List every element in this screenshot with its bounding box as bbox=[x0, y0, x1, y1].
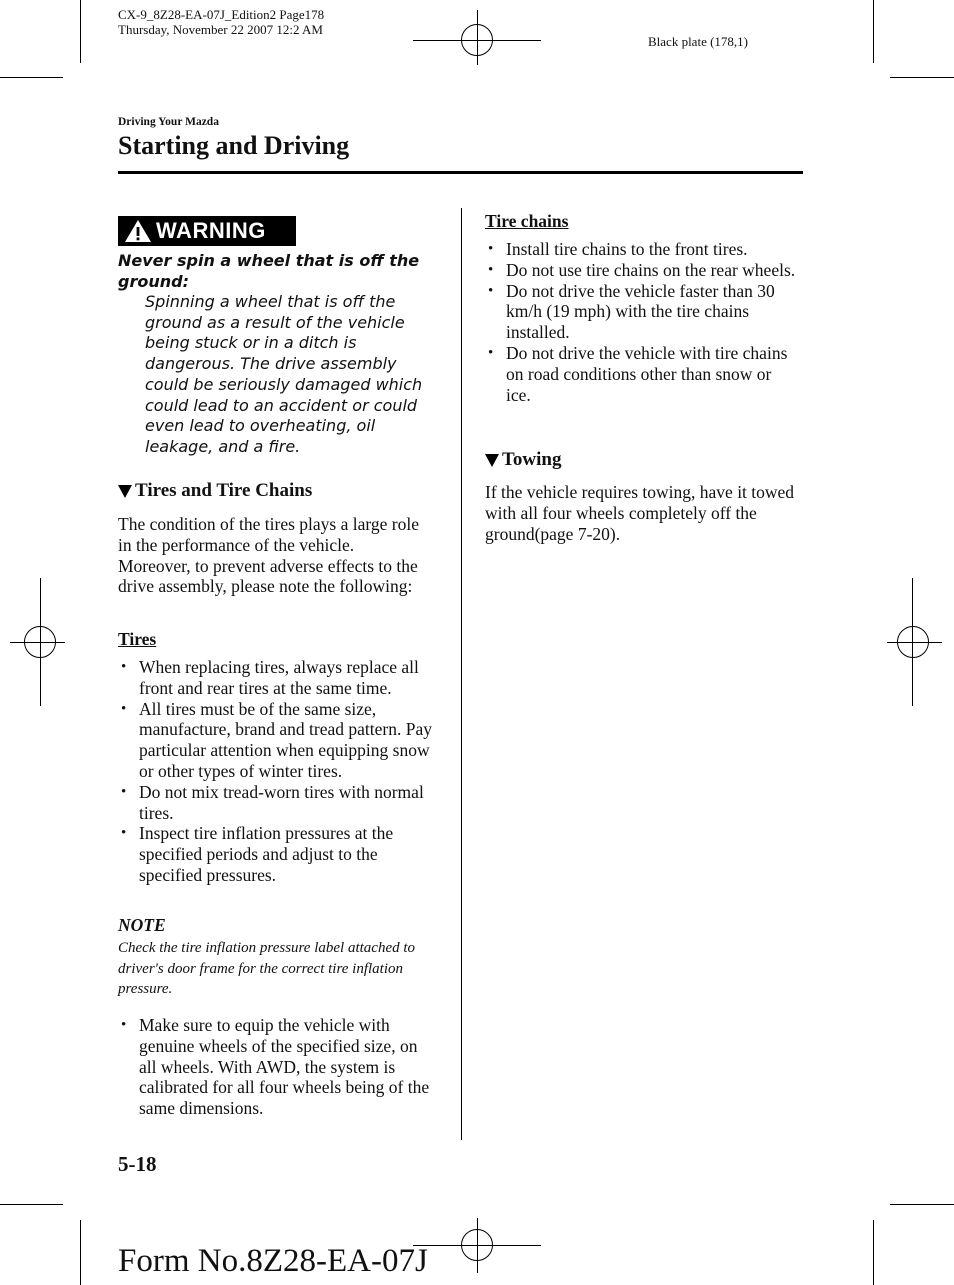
print-info-line2: Thursday, November 22 2007 12:2 AM bbox=[118, 22, 323, 37]
warning-triangle-icon bbox=[124, 219, 152, 243]
towing-body: If the vehicle requires towing, have it towed with all four wheels completely off the ground(page 7-20). bbox=[485, 482, 795, 544]
wheels-bullet-list bbox=[118, 1015, 438, 1119]
tire-chains-subheading: Tire chains bbox=[485, 211, 569, 231]
triangle-down-icon bbox=[118, 485, 132, 498]
list-item: • Inspect tire inflation pressures at the specified periods and adjust to the specified pressures. bbox=[118, 823, 438, 885]
list-item: • Do not mix tread-worn tires with normal tires. bbox=[118, 782, 438, 824]
towing-heading bbox=[485, 449, 562, 471]
tires-subheading: Tires bbox=[118, 629, 157, 649]
plate-label: Black plate (178,1) bbox=[648, 34, 748, 49]
print-info-line1: CX-9_8Z28-EA-07J_Edition2 Page178 bbox=[118, 7, 325, 22]
list-item: • Do not drive the vehicle with tire chains on road conditions other than snow or ice. bbox=[485, 343, 800, 405]
page-title: Starting and Driving bbox=[118, 131, 350, 160]
section-label: Driving Your Mazda bbox=[118, 116, 219, 128]
note-body: Check the tire inflation pressure label attached to driver's door frame for the correct tire inflation pressure. bbox=[118, 940, 416, 997]
note-title: NOTE bbox=[118, 915, 166, 935]
list-item: • Do not drive the vehicle faster than 30 km/h (19 mph) with the tire chains installed. bbox=[485, 281, 800, 343]
tires-bullet-list bbox=[118, 657, 438, 886]
warning-label: WARNING bbox=[156, 218, 266, 243]
tires-heading bbox=[118, 480, 312, 502]
tires-heading-text: Tires and Tire Chains bbox=[135, 480, 313, 501]
list-item: • When replacing tires, always replace all front and rear tires at the same time. bbox=[118, 657, 438, 699]
list-item: • Install tire chains to the front tires. bbox=[485, 239, 800, 260]
print-info bbox=[118, 7, 324, 37]
list-item: • Do not use tire chains on the rear wheels. bbox=[485, 260, 800, 281]
title-rule bbox=[118, 171, 803, 174]
list-item: • All tires must be of the same size, manufacture, brand and tread pattern. Pay particular attention when equipping snow or other types of winter tires. bbox=[118, 699, 438, 782]
triangle-down-icon bbox=[485, 454, 499, 467]
list-item: • Make sure to equip the vehicle with genuine wheels of the specified size, on all wheels. With AWD, the system is calibrated for all four wheels being of the same dimensions. bbox=[118, 1015, 438, 1119]
warning-banner bbox=[118, 216, 296, 246]
form-number: Form No.8Z28-EA-07J bbox=[118, 1243, 428, 1279]
warning-heading: Never spin a wheel that is off the ground: bbox=[118, 251, 420, 291]
column-divider bbox=[461, 208, 462, 1140]
towing-heading-text: Towing bbox=[502, 449, 562, 470]
tires-intro: The condition of the tires plays a large role in the performance of the vehicle. Moreover, to prevent adverse effects to the drive assembly, please note the following: bbox=[118, 514, 419, 597]
tire-chains-bullet-list bbox=[485, 239, 800, 405]
warning-body: Spinning a wheel that is off the ground as a result of the vehicle being stuck or in a ditch is dangerous. The drive assembly could be seriously damaged which could lead to an accident or could even lead to overheating, oil leakage, and a fire. bbox=[145, 292, 423, 456]
page-number: 5-18 bbox=[118, 1152, 157, 1176]
